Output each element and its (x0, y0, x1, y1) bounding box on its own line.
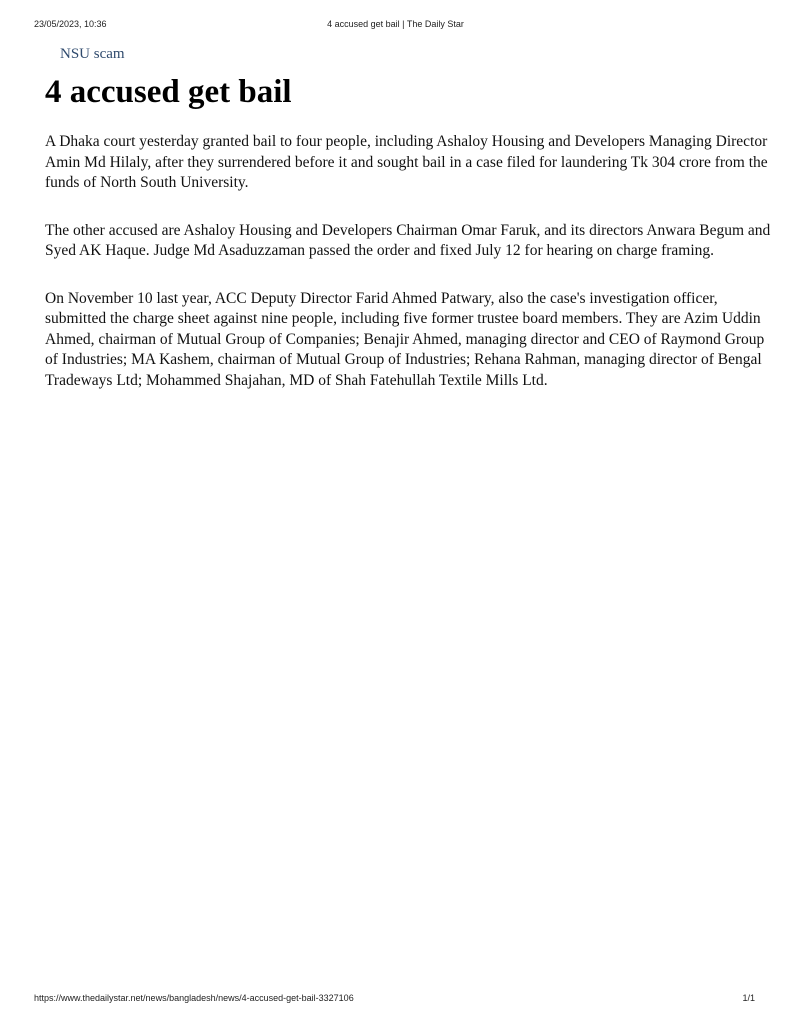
article-body (45, 132, 780, 391)
paragraph: On November 10 last year, ACC Deputy Director Farid Ahmed Patwary, also the case's investigation officer, submitted the charge sheet against nine people, including five former trustee board members. They are Azim Uddin Ahmed, chairman of Mutual Group of Companies; Benajir Ahmed, managing director and CEO of Raymond Group of Industries; MA Kashem, chairman of Mutual Group of Industries; Rehana Rahman, managing director of Bengal Tradeways Ltd; Mohammed Shajahan, MD of Shah Fatehullah Textile Mills Ltd. (45, 289, 765, 389)
paragraph: The other accused are Ashaloy Housing and Developers Chairman Omar Faruk, and its directors Anwara Begum and Syed AK Haque. Judge Md Asaduzzaman passed the order and fixed July 12 for hearing on charge framing. (45, 221, 771, 259)
category-link[interactable]: NSU scam (60, 46, 125, 62)
article (45, 44, 780, 418)
print-footer (0, 993, 791, 1005)
paragraph: A Dhaka court yesterday granted bail to four people, including Ashaloy Housing and Developers Managing Director Amin Md Hilaly, after they surrendered before it and sought bail in a case filed for laundering Tk 304 crore from the funds of North South University. (45, 133, 768, 191)
print-page-number: 1/1 (742, 993, 755, 1003)
print-datetime: 23/05/2023, 10:36 (34, 19, 107, 29)
print-header (0, 19, 791, 31)
headline: 4 accused get bail (45, 74, 292, 110)
print-url: https://www.thedailystar.net/news/bangladesh/news/4-accused-get-bail-3327106 (34, 993, 354, 1003)
print-page-title: 4 accused get bail | The Daily Star (327, 19, 464, 29)
